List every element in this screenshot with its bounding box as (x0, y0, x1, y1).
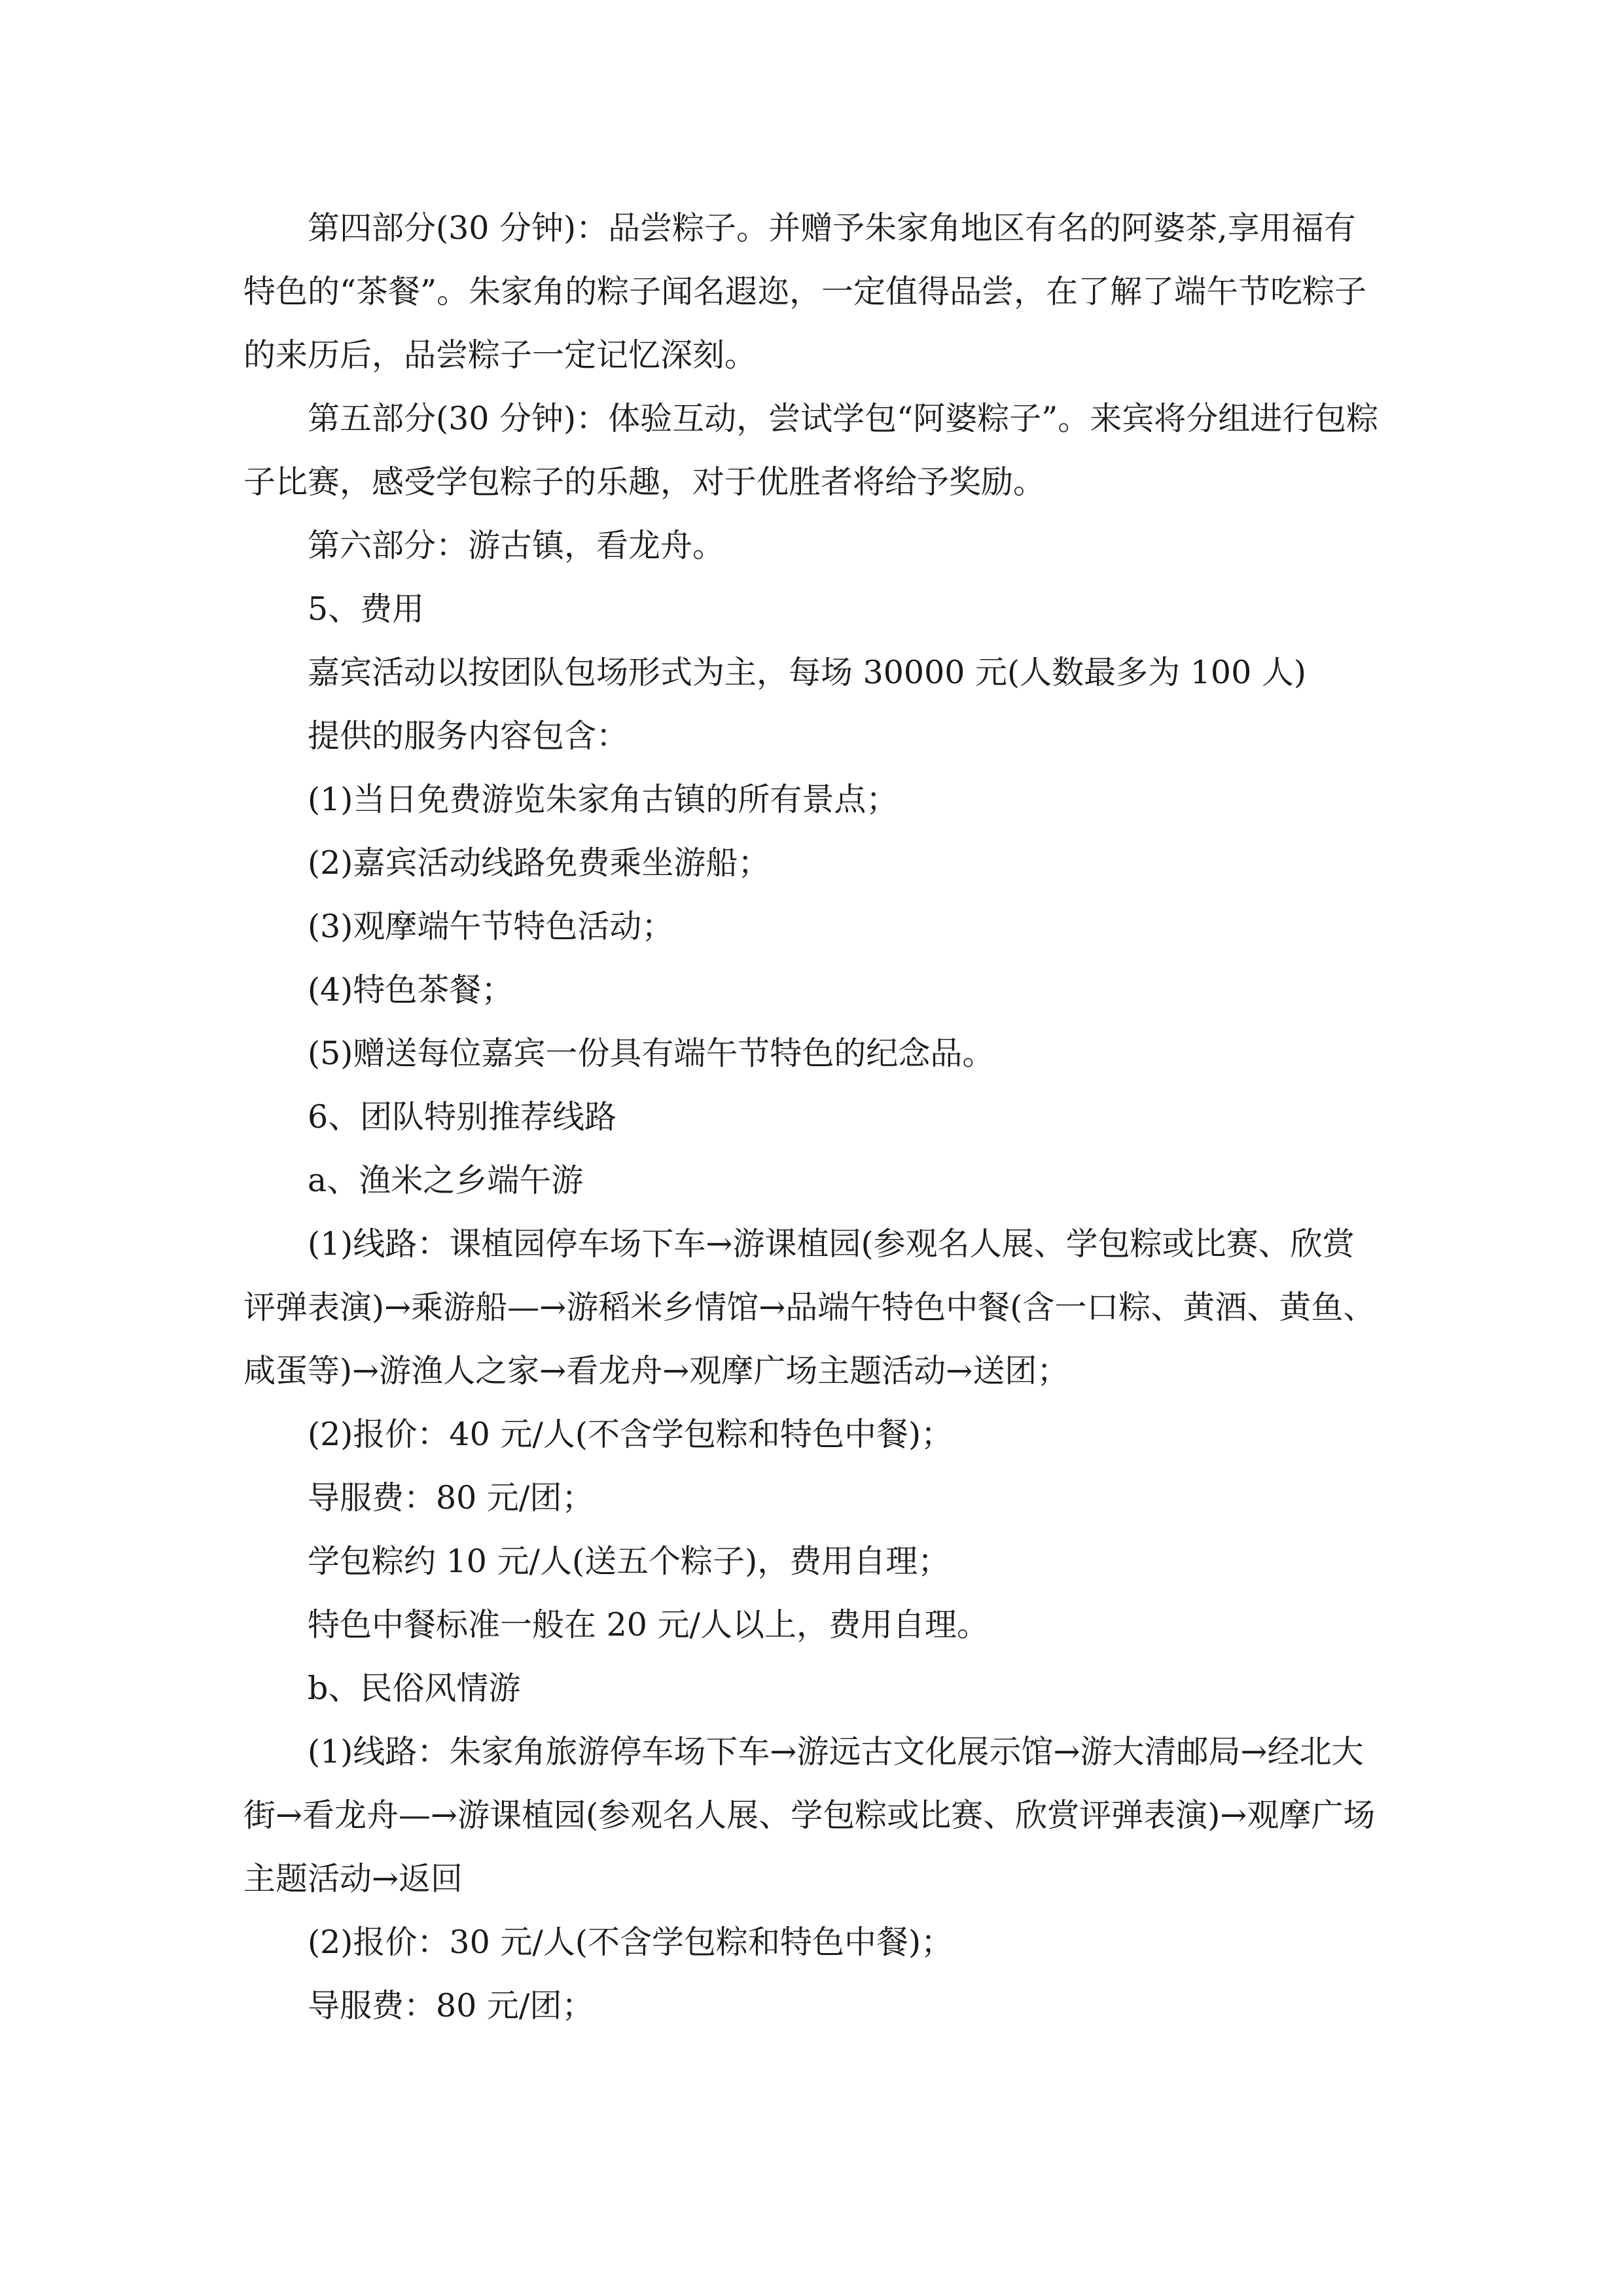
paragraph-fee-description: 嘉宾活动以按团队包场形式为主，每场 30000 元(人数最多为 100 人) (308, 654, 1306, 691)
paragraph-part-five: 第五部分(30 分钟)：体验互动，尝试学包“阿婆粽子”。来宾将分组进行包粽子比赛，感受学包粽子的乐趣，对于优胜者将给予奖励。 (243, 400, 1379, 501)
list-item-service: (2)嘉宾活动线路免费乘坐游船； (308, 844, 770, 882)
list-item-service: (4)特色茶餐； (308, 971, 514, 1009)
paragraph-services-intro: 提供的服务内容包含： (308, 717, 629, 755)
list-item-service: (5)赠送每位嘉宾一份具有端午节特色的纪念品。 (308, 1035, 995, 1072)
paragraph-route-a-lunch-fee: 特色中餐标准一般在 20 元/人以上，费用自理。 (308, 1606, 990, 1643)
paragraph-part-four: 第四部分(30 分钟)：品尝粽子。并赠予朱家角地区有名的阿婆茶,享用福有特色的“茶餐”。朱家角的粽子闻名遐迩，一定值得品尝，在了解了端午节吃粽子的来历后，品尝粽子一定记忆深刻。 (243, 209, 1367, 374)
paragraph-route-a-guide-fee: 导服费：80 元/团； (308, 1479, 594, 1516)
paragraph-route-a-zongzi-fee: 学包粽约 10 元/人(送五个粽子)，费用自理； (308, 1543, 950, 1580)
paragraph-part-six: 第六部分：游古镇，看龙舟。 (308, 527, 725, 564)
section-heading-routes: 6、团队特别推荐线路 (308, 1098, 617, 1136)
subheading-route-a: a、渔米之乡端午游 (308, 1162, 584, 1199)
list-item-service: (1)当日免费游览朱家角古镇的所有景点； (308, 781, 899, 818)
paragraph-route-a-itinerary: (1)线路：课植园停车场下车→游课植园(参观名人展、学包粽或比赛、欣赏评弹表演)→乘游船—→游稻米乡情馆→品端午特色中餐(含一口粽、黄酒、黄鱼、咸蛋等)→游渔人之家→看龙舟→观摩广场主题活动→送团； (243, 1225, 1376, 1390)
paragraph-route-b-itinerary: (1)线路：朱家角旅游停车场下车→游远古文化展示馆→游大清邮局→经北大街→看龙舟—→游课植园(参观名人展、学包粽或比赛、欣赏评弹表演)→观摩广场主题活动→返回 (243, 1733, 1376, 1897)
paragraph-route-a-price: (2)报价：40 元/人(不含学包粽和特色中餐)； (308, 1416, 954, 1453)
paragraph-route-b-guide-fee: 导服费：80 元/团； (308, 1987, 594, 2024)
document-body (243, 196, 1382, 2037)
section-heading-fees: 5、费用 (308, 590, 425, 628)
list-item-service: (3)观摩端午节特色活动； (308, 908, 674, 945)
subheading-route-b: b、民俗风情游 (308, 1670, 521, 1707)
paragraph-route-b-price: (2)报价：30 元/人(不含学包粽和特色中餐)； (308, 1924, 954, 1961)
